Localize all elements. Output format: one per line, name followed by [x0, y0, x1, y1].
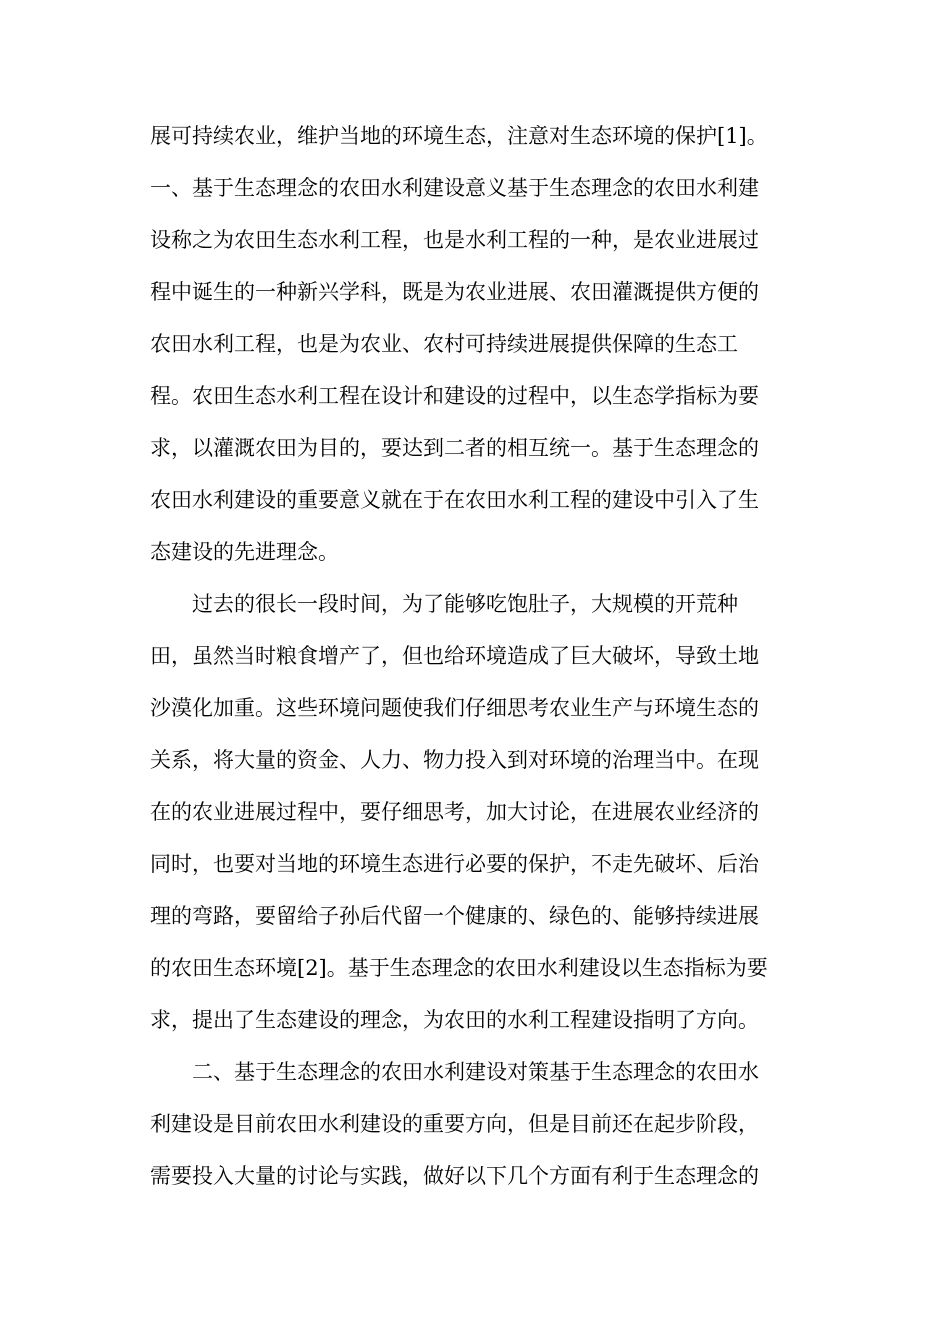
paragraph-first-line: 二、基于生态理念的农田水利建设对策基于生态理念的农田水 [192, 1060, 759, 1084]
text-line: 在的农业进展过程中，要仔细思考，加大讨论，在进展农业经济的 [150, 800, 759, 824]
text-line: 展可持续农业，维护当地的环境生态，注意对生态环境的保护[1]。 [150, 124, 768, 148]
text-line: 理的弯路，要留给子孙后代留一个健康的、绿色的、能够持续进展 [150, 904, 759, 928]
paragraph-first-line: 过去的很长一段时间，为了能够吃饱肚子，大规模的开荒种 [192, 592, 738, 616]
text-line: 利建设是目前农田水利建设的重要方向，但是目前还在起步阶段， [150, 1112, 759, 1136]
text-line: 同时，也要对当地的环境生态进行必要的保护，不走先破坏、后治 [150, 852, 759, 876]
text-line: 需要投入大量的讨论与实践，做好以下几个方面有利于生态理念的 [150, 1164, 759, 1188]
text-line: 求，以灌溉农田为目的，要达到二者的相互统一。基于生态理念的 [150, 436, 759, 460]
text-line: 农田水利工程，也是为农业、农村可持续进展提供保障的生态工 [150, 332, 738, 356]
text-line: 求，提出了生态建设的理念，为农田的水利工程建设指明了方向。 [150, 1008, 759, 1032]
text-line: 农田水利建设的重要意义就在于在农田水利工程的建设中引入了生 [150, 488, 759, 512]
text-line: 田，虽然当时粮食增产了，但也给环境造成了巨大破坏，导致土地 [150, 644, 759, 668]
text-line: 一、基于生态理念的农田水利建设意义基于生态理念的农田水利建 [150, 176, 759, 200]
text-line: 设称之为农田生态水利工程，也是水利工程的一种，是农业进展过 [150, 228, 759, 252]
text-line: 态建设的先进理念。 [150, 540, 339, 564]
text-line: 沙漠化加重。这些环境问题使我们仔细思考农业生产与环境生态的 [150, 696, 759, 720]
text-line: 程。农田生态水利工程在设计和建设的过程中，以生态学指标为要 [150, 384, 759, 408]
text-line: 程中诞生的一种新兴学科，既是为农业进展、农田灌溉提供方便的 [150, 280, 759, 304]
text-line: 关系，将大量的资金、人力、物力投入到对环境的治理当中。在现 [150, 748, 759, 772]
body-text [150, 110, 810, 1202]
text-line: 的农田生态环境[2]。基于生态理念的农田水利建设以生态指标为要 [150, 956, 768, 980]
